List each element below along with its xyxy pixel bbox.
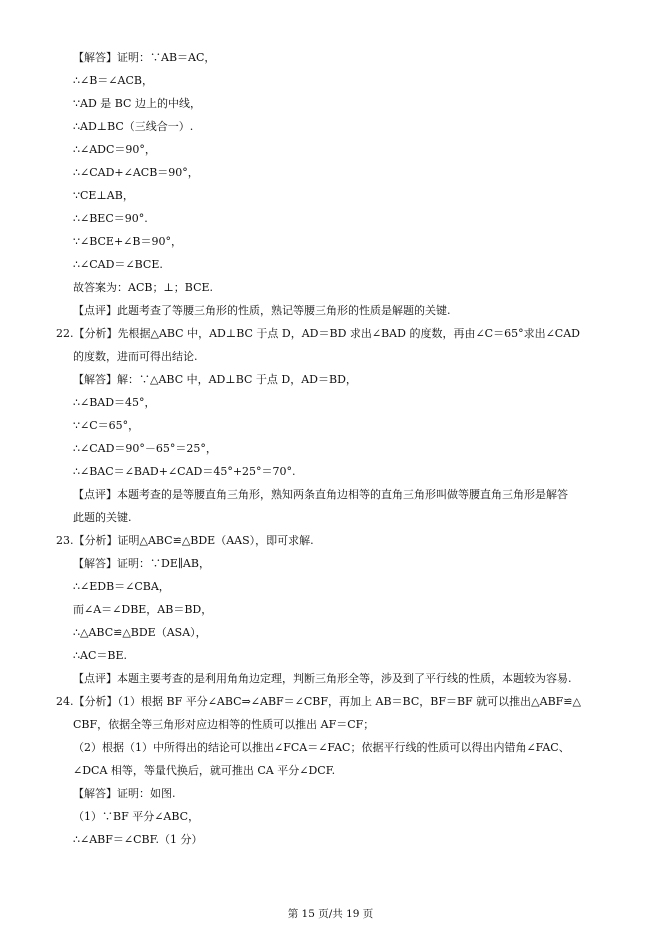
text-line: CBF，依据全等三角形对应边相等的性质可以推出 AF＝CF； — [73, 718, 375, 731]
text-line: ∴∠BAC＝∠BAD+∠CAD＝45°+25°＝70°. — [73, 465, 296, 478]
text-line: ∴∠CAD＝∠BCE. — [73, 258, 163, 271]
text-line: ∴△ABC≌△BDE（ASA）， — [73, 626, 207, 639]
text-line: ∴∠BEC＝90°. — [73, 212, 148, 225]
text-line: ∠DCA 相等，等量代换后，就可推出 CA 平分∠DCF. — [73, 764, 336, 777]
text-line: ∵∠BCE+∠B＝90°， — [73, 235, 182, 248]
text-line: ∵AD 是 BC 边上的中线， — [73, 97, 201, 110]
text-line: ∴AD⊥BC（三线合一）. — [73, 120, 194, 133]
question-23-heading: 23.【分析】证明△ABC≌△BDE（AAS），即可求解. — [56, 534, 314, 547]
text-line: （1）∵BF 平分∠ABC， — [73, 810, 200, 823]
text-line: 【点评】本题考查的是等腰直角三角形，熟知两条直角边相等的直角三角形叫做等腰直角三角形是解答 — [73, 488, 568, 501]
text-line: ∴∠ADC＝90°， — [73, 143, 156, 156]
text-line: ∴∠BAD＝45°， — [73, 396, 156, 409]
text-line: 【点评】此题考查了等腰三角形的性质，熟记等腰三角形的性质是解题的关键. — [73, 304, 451, 317]
text-line: 此题的关键. — [73, 511, 132, 524]
question-22-heading: 22.【分析】先根据△ABC 中，AD⊥BC 于点 D，AD＝BD 求出∠BAD 的度数，再由∠C＝65°求出∠CAD — [56, 327, 580, 340]
text-line: ∴∠EDB＝∠CBA， — [73, 580, 170, 593]
text-line: 【解答】证明：∵AB＝AC， — [73, 51, 216, 64]
text-line: 的度数，进而可得出结论. — [73, 350, 198, 363]
text-line: 【解答】证明：∵DE∥AB， — [73, 557, 210, 570]
text-line: 故答案为：ACB；⊥；BCE. — [73, 281, 214, 294]
text-line: （2）根据（1）中所得出的结论可以推出∠FCA＝∠FAC；依据平行线的性质可以得出内错角∠FAC、 — [73, 741, 570, 754]
page-footer: 第 15 页/共 19 页 — [287, 908, 374, 920]
text-line: ∵∠C＝65°， — [73, 419, 140, 432]
text-line: ∴∠ABF＝∠CBF.（1 分） — [73, 833, 203, 846]
text-line: ∴AC＝BE. — [73, 649, 127, 662]
text-line: 【点评】本题主要考查的是利用角角边定理，判断三角形全等，涉及到了平行线的性质，本题较为容易. — [73, 672, 572, 685]
text-line: ∴∠B＝∠ACB， — [73, 74, 153, 87]
text-line: ∴∠CAD＝90°－65°＝25°， — [73, 442, 217, 455]
question-24-heading: 24.【分析】（1）根据 BF 平分∠ABC⇒∠ABF＝∠CBF，再加上 AB＝BC，BF＝BF 就可以推出△ABF≌△ — [56, 695, 581, 708]
text-line: ∵CE⊥AB， — [73, 189, 134, 202]
text-line: 【解答】解：∵△ABC 中，AD⊥BC 于点 D，AD＝BD， — [73, 373, 357, 386]
text-line: 【解答】证明：如图. — [73, 787, 176, 800]
text-line: 而∠A＝∠DBE，AB＝BD， — [73, 603, 213, 616]
text-line: ∴∠CAD+∠ACB＝90°， — [73, 166, 199, 179]
